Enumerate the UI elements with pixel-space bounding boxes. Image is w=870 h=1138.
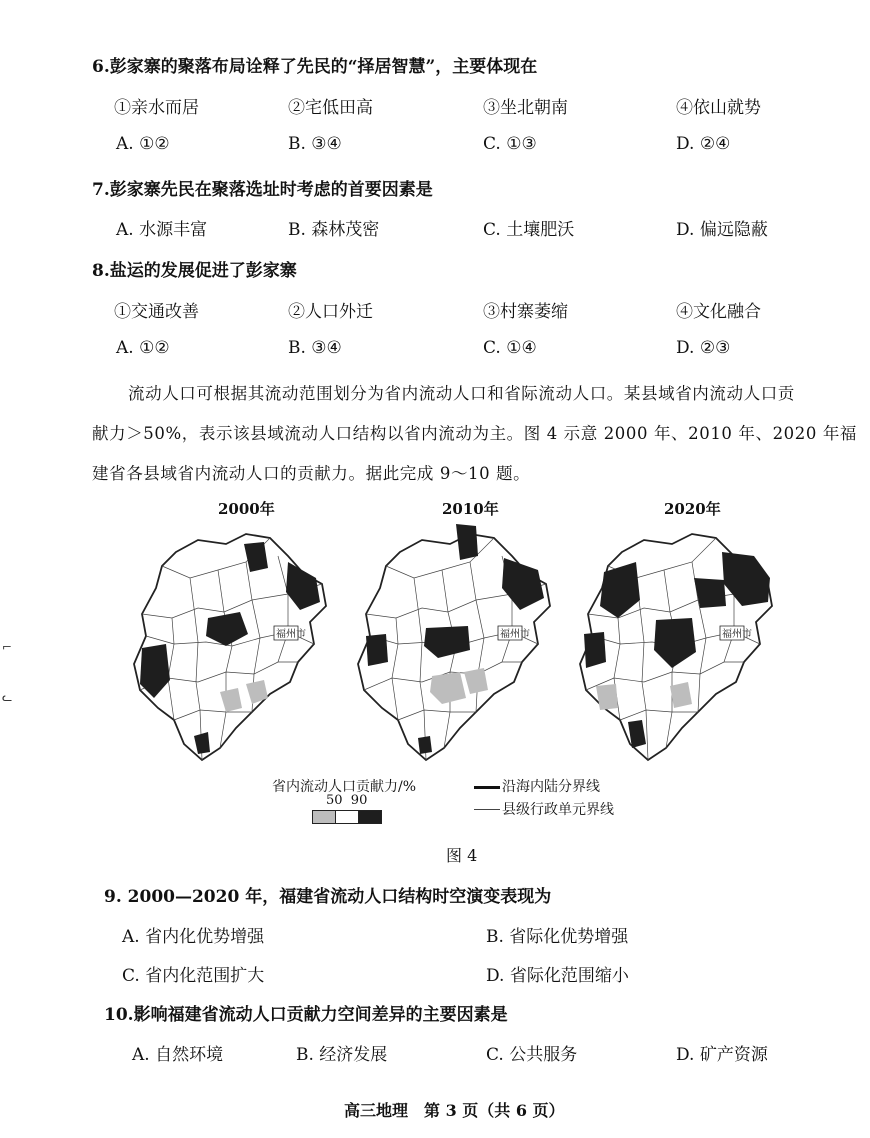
q8-option-c[interactable]: C. ①④ [483,338,537,358]
q8-item-2: ②人口外迁 [288,302,373,322]
legend-title: 省内流动人口贡献力/% [272,779,417,795]
margin-mark: ⌐ [2,640,13,654]
legend-ticks: 50 90 [326,793,368,808]
passage-line-2: 献力＞50%，表示该县域流动人口结构以省内流动为主。图 4 示意 2000 年、2010 年、2020 年福 [92,424,858,443]
page-footer: 高三地理 第 3 页（共 6 页） [344,1101,565,1120]
q6-option-b[interactable]: B. ③④ [288,134,342,154]
map-year-2010: 2010年 [442,500,499,518]
q8-option-b[interactable]: B. ③④ [288,338,342,358]
passage-line-3: 建省各县域省内流动人口的贡献力。据此完成 9～10 题。 [92,464,531,483]
q9-stem: 9. 2000—2020 年，福建省流动人口结构时空演变表现为 [104,887,552,907]
legend-swatch-low [312,810,336,824]
city-label: 福州市 [722,629,752,640]
legend-swatch-high [358,810,382,824]
q10-option-b[interactable]: B. 经济发展 [296,1045,388,1065]
q6-item-3: ③坐北朝南 [483,98,568,118]
q7-stem: 7.彭家寨先民在聚落选址时考虑的首要因素是 [92,180,433,200]
q10-option-c[interactable]: C. 公共服务 [486,1045,578,1065]
margin-mark: ᓚ [2,690,13,704]
map-2020 [574,522,784,772]
q6-item-2: ②宅低田高 [288,98,373,118]
q8-option-d[interactable]: D. ②③ [676,338,731,358]
legend-swatch-mid [335,810,359,824]
q8-item-3: ③村寨萎缩 [483,302,568,322]
q9-option-b[interactable]: B. 省际化优势增强 [486,927,629,947]
q8-item-1: ①交通改善 [114,302,199,322]
q7-option-c[interactable]: C. 土壤肥沃 [483,220,575,240]
legend-coast-line-symbol [474,786,500,789]
q9-option-d[interactable]: D. 省际化范围缩小 [486,966,629,986]
q8-item-4: ④文化融合 [676,302,761,322]
q8-stem: 8.盐运的发展促进了彭家寨 [92,261,297,281]
legend-coast-line-label: 沿海内陆分界线 [502,779,600,795]
city-label: 福州市 [500,629,530,640]
q6-stem: 6.彭家寨的聚落布局诠释了先民的“择居智慧”，主要体现在 [92,57,538,77]
q9-option-a[interactable]: A. 省内化优势增强 [122,927,265,947]
q9-option-c[interactable]: C. 省内化范围扩大 [122,966,265,986]
q6-option-a[interactable]: A. ①② [116,134,170,154]
q6-item-4: ④依山就势 [676,98,761,118]
q7-option-a[interactable]: A. 水源丰富 [116,220,208,240]
q10-stem: 10.影响福建省流动人口贡献力空间差异的主要因素是 [104,1005,508,1025]
q6-item-1: ①亲水而居 [114,98,199,118]
passage-line-1: 流动人口可根据其流动范围划分为省内流动人口和省际流动人口。某县域省内流动人口贡 [128,384,795,403]
map-year-2000: 2000年 [218,500,275,518]
city-label: 福州市 [276,629,306,640]
map-year-2020: 2020年 [664,500,721,518]
q8-option-a[interactable]: A. ①② [116,338,170,358]
q6-option-d[interactable]: D. ②④ [676,134,731,154]
legend-county-line-label: 县级行政单元界线 [502,802,614,818]
map-2010 [352,522,562,772]
q10-option-a[interactable]: A. 自然环境 [132,1045,224,1065]
q7-option-b[interactable]: B. 森林茂密 [288,220,380,240]
legend-county-line-symbol [474,809,500,810]
figure-caption: 图 4 [446,846,478,865]
q6-option-c[interactable]: C. ①③ [483,134,537,154]
map-2000 [128,522,338,772]
q10-option-d[interactable]: D. 矿产资源 [676,1045,768,1065]
q7-option-d[interactable]: D. 偏远隐蔽 [676,220,768,240]
